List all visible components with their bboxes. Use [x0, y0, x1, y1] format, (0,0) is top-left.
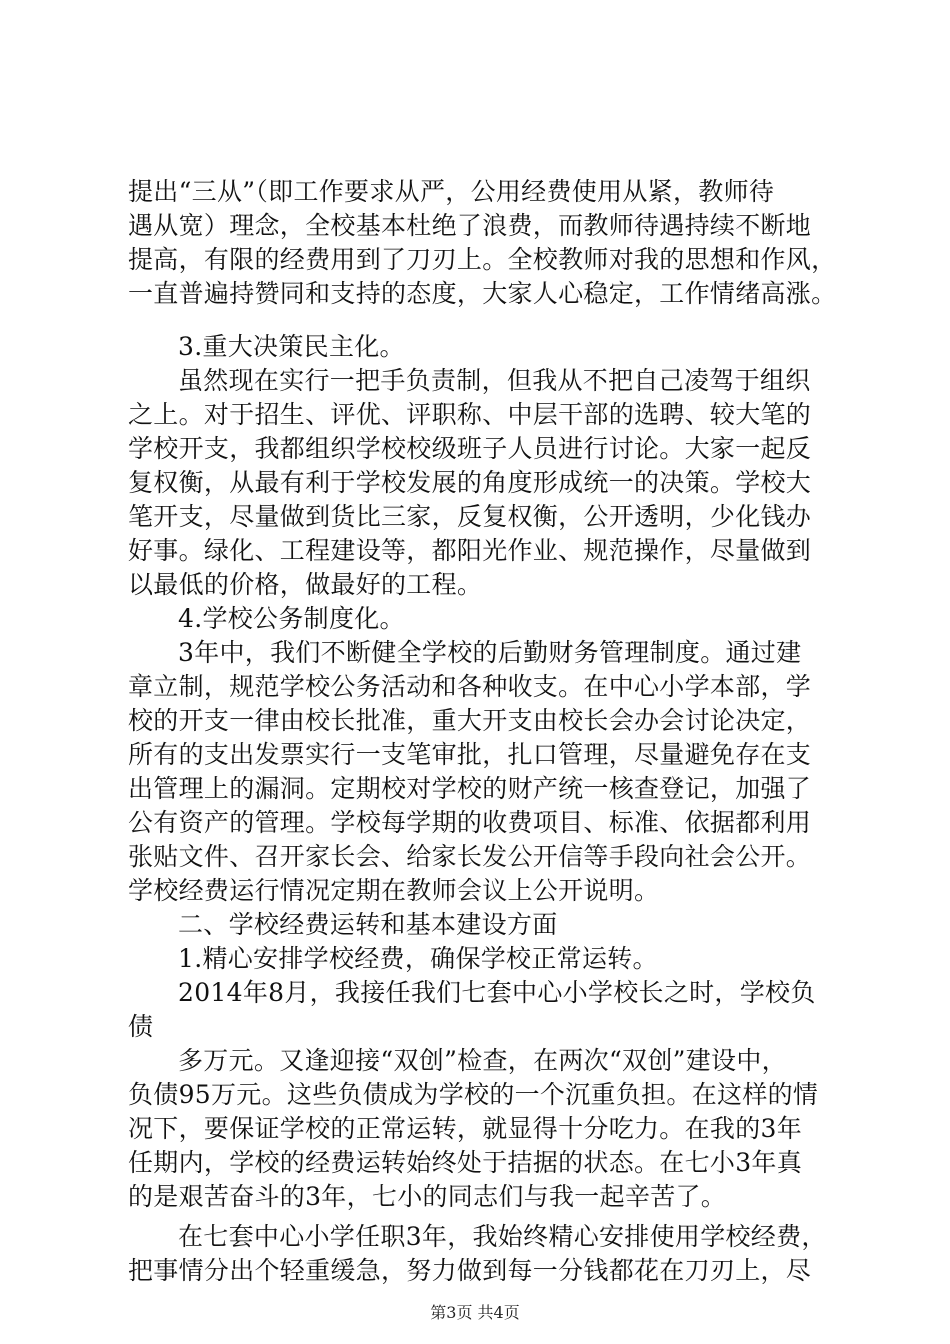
text-line: 所有的支出发票实行一支笔审批，扎口管理，尽量避免存在支: [128, 740, 812, 769]
text-line: 校的开支一律由校长批准，重大开支由校长会办会讨论决定，: [128, 706, 812, 735]
paragraph-first-line: 在七套中心小学任职3年，我始终精心安排使用学校经费，: [178, 1222, 827, 1251]
text-line: 把事情分出个轻重缓急，努力做到每一分钱都花在刀刃上，尽: [128, 1256, 812, 1285]
section-heading: 4.学校公务制度化。: [178, 604, 405, 633]
text-line: 公有资产的管理。学校每学期的收费项目、标准、依据都利用: [128, 808, 812, 837]
text-line: 一直普遍持赞同和支持的态度，大家人心稳定，工作情绪高涨。: [128, 279, 837, 308]
text-line: 债: [128, 1012, 154, 1041]
paragraph-first-line: 3年中，我们不断健全学校的后勤财务管理制度。通过建: [178, 638, 802, 667]
paragraph-first-line: 多万元。又逢迎接“双创”检查，在两次“双创”建设中，: [178, 1046, 787, 1075]
text-line: 提出“三从”（即工作要求从严，公用经费使用从紧，教师待: [128, 177, 775, 206]
page-number-footer: 第3页 共4页: [430, 1303, 520, 1322]
text-line: 出管理上的漏洞。定期校对学校的财产统一核查登记，加强了: [128, 774, 812, 803]
paragraph-first-line: 虽然现在实行一把手负责制，但我从不把自己凌驾于组织: [178, 366, 811, 395]
text-line: 复权衡，从最有利于学校发展的角度形成统一的决策。学校大: [128, 468, 812, 497]
paragraph-first-line: 2014年8月，我接任我们七套中心小学校长之时，学校负: [178, 978, 816, 1007]
text-line: 的是艰苦奋斗的3年，七小的同志们与我一起辛苦了。: [128, 1182, 727, 1211]
text-line: 笔开支，尽量做到货比三家，反复权衡，公开透明，少化钱办: [128, 502, 812, 531]
text-line: 负债95万元。这些负债成为学校的一个沉重负担。在这样的情: [128, 1080, 819, 1109]
section-heading: 3.重大决策民主化。: [178, 332, 405, 361]
text-line: 之上。对于招生、评优、评职称、中层干部的选聘、较大笔的: [128, 400, 812, 429]
text-line: 章立制，规范学校公务活动和各种收支。在中心小学本部，学: [128, 672, 812, 701]
text-line: 张贴文件、召开家长会、给家长发公开信等手段向社会公开。: [128, 842, 812, 871]
section-heading: 二、学校经费运转和基本建设方面: [178, 910, 558, 939]
text-line: 任期内，学校的经费运转始终处于拮据的状态。在七小3年真: [128, 1148, 803, 1177]
text-line: 提高，有限的经费用到了刀刃上。全校教师对我的思想和作风，: [128, 245, 837, 274]
text-line: 以最低的价格，做最好的工程。: [128, 570, 483, 599]
text-line: 学校经费运行情况定期在教师会议上公开说明。: [128, 876, 660, 905]
text-line: 学校开支，我都组织学校校级班子人员进行讨论。大家一起反: [128, 434, 812, 463]
subsection-heading: 1.精心安排学校经费，确保学校正常运转。: [178, 944, 658, 973]
text-line: 况下，要保证学校的正常运转，就显得十分吃力。在我的3年: [128, 1114, 803, 1143]
text-line: 好事。绿化、工程建设等，都阳光作业、规范操作，尽量做到: [128, 536, 812, 565]
text-line: 遇从宽）理念，全校基本杜绝了浪费，而教师待遇持续不断地: [128, 211, 812, 240]
